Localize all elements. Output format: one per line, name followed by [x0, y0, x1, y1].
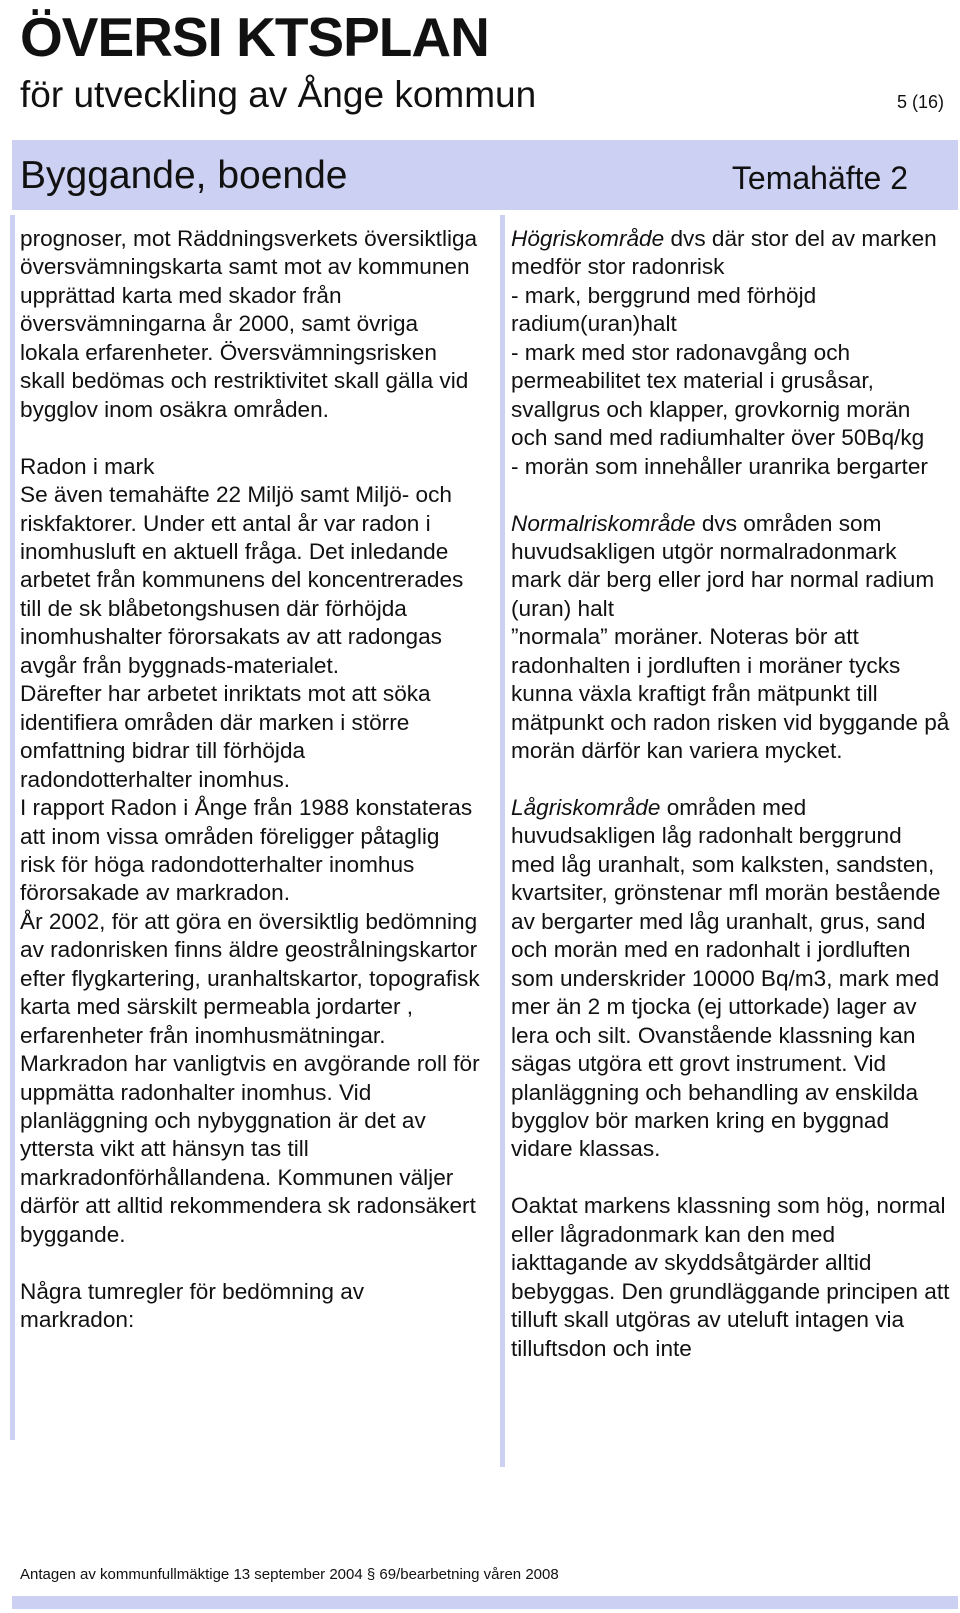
high-risk-item: - mark med stor radonavgång och permeabilitet tex material i grusåsar, svallgrus och klapper, grovkornig morän och sand med radiumhalter över 50Bq/kg: [511, 339, 925, 451]
left-column-rule: [10, 215, 15, 1440]
document-subtitle: för utveckling av Ånge kommun: [20, 74, 537, 115]
high-risk-definition: [511, 225, 951, 282]
normal-risk-text: dvs områden som huvudsakligen utgör normalradonmark mark där berg eller jord har normal radium (uran) halt: [511, 510, 935, 621]
normal-risk-note: ”normala” moräner. Noteras bör att radonhalten i jordluften i moräner tycks kunna växla kraftigt från mätpunkt till mätpunkt och radon risken vid byggande på morän därför kan variera mycket.: [511, 624, 950, 764]
radon-heading: Radon i mark: [20, 453, 155, 479]
low-risk-term: Lågriskområde: [511, 795, 661, 821]
paragraph-radon-areas: Därefter har arbetet inriktats mot att söka identifiera områden där marken i större omfattning bidrar till förhöjda radondotterhalter inomhus.: [20, 681, 431, 792]
low-risk-text: områden med huvudsakligen låg radonhalt berggrund med låg uranhalt, som kalksten, sandsten, kvartsiter, grönstenar mfl morän bestående av bergarter med låg uranhalt, grus, sand och morän med en radonhalt i jordluften som underskrider 10000 Bq/m3, mark med mer än 2 m tjocka (ej uttorkade) lager av lera och silt. Ovanstående klassning kan sägas utgöra ett grovt instrument. Vid planläggning och behandling av enskilda bygglov bör marken kring en byggnad vidare klassas.: [511, 795, 941, 1162]
section-header-bar: [12, 140, 958, 210]
paragraph-rules-intro: Några tumregler för bedömning av markradon:: [20, 1278, 365, 1333]
left-column: [20, 225, 480, 1335]
normal-risk-definition: [511, 510, 951, 624]
high-risk-term: Högriskområde: [511, 226, 665, 251]
low-risk-definition: [511, 794, 951, 1164]
high-risk-text: dvs där stor del av marken medför stor radonrisk: [511, 226, 937, 280]
right-column: [511, 225, 951, 1363]
right-column-rule: [500, 215, 505, 1467]
section-title: Byggande, boende: [20, 154, 348, 197]
theme-booklet-label: Temahäfte 2: [731, 160, 908, 196]
page-number: 5 (16): [896, 92, 944, 112]
paragraph-building-principle: Oaktat markens klassning som hög, normal eller lågradonmark kan den med iakttagande av skyddsåtgärder alltid bebyggas. Den grundläggande principen att tilluft skall utgöras av uteluft intagen via tilluftsdon och inte: [511, 1193, 950, 1361]
paragraph-flood-risk: prognoser, mot Räddningsverkets översiktliga översvämningskarta samt mot av kommunen upprättad karta med skador från översvämningarna år 2000, samt övriga lokala erfarenheter. Översvämningsrisken skall bedömas och restriktivitet skall gälla vid bygglov inom osäkra områden.: [20, 226, 478, 422]
footer-bar: [12, 1596, 958, 1609]
paragraph-radon-intro: Se även temahäfte 22 Miljö samt Miljö- och riskfaktorer. Under ett antal år var radon i inomhusluft en aktuell fråga. Det inledande arbetet från kommunens del koncentrerades till de sk blåbetongshusen där förhöjda inomhushalter förorsakats av att radongas avgår från byggnads-materialet.: [20, 482, 464, 678]
high-risk-item: - mark, berggrund med förhöjd radium(uran)halt: [511, 282, 817, 337]
document-title: ÖVERSI KTSPLAN: [20, 6, 489, 68]
high-risk-item: - morän som innehåller uranrika bergarter: [511, 453, 928, 479]
paragraph-radon-2002: År 2002, för att göra en översiktlig bedömning av radonrisken finns äldre geostrålningskartor efter flygkartering, uranhaltskartor, topografisk karta med särskilt permeabla jordarter , erfarenheter från inomhusmätningar. Markradon har vanligtvis en avgörande roll för uppmätta radonhalter inomhus. Vid planläggning och nybyggnation är det av yttersta vikt att hänsyn tas till markradonförhållandena. Kommunen väljer därför att alltid rekommendera sk radonsäkert byggande.: [20, 908, 480, 1247]
footer-adoption-note: Antagen av kommunfullmäktige 13 september 2004 § 69/bearbetning våren 2008: [20, 1566, 559, 1583]
paragraph-radon-report: I rapport Radon i Ånge från 1988 konstateras att inom vissa områden föreligger påtaglig risk för höga radondotterhalter inomhus förorsakade av markradon.: [20, 795, 473, 906]
normal-risk-term: Normalriskområde: [511, 510, 696, 536]
